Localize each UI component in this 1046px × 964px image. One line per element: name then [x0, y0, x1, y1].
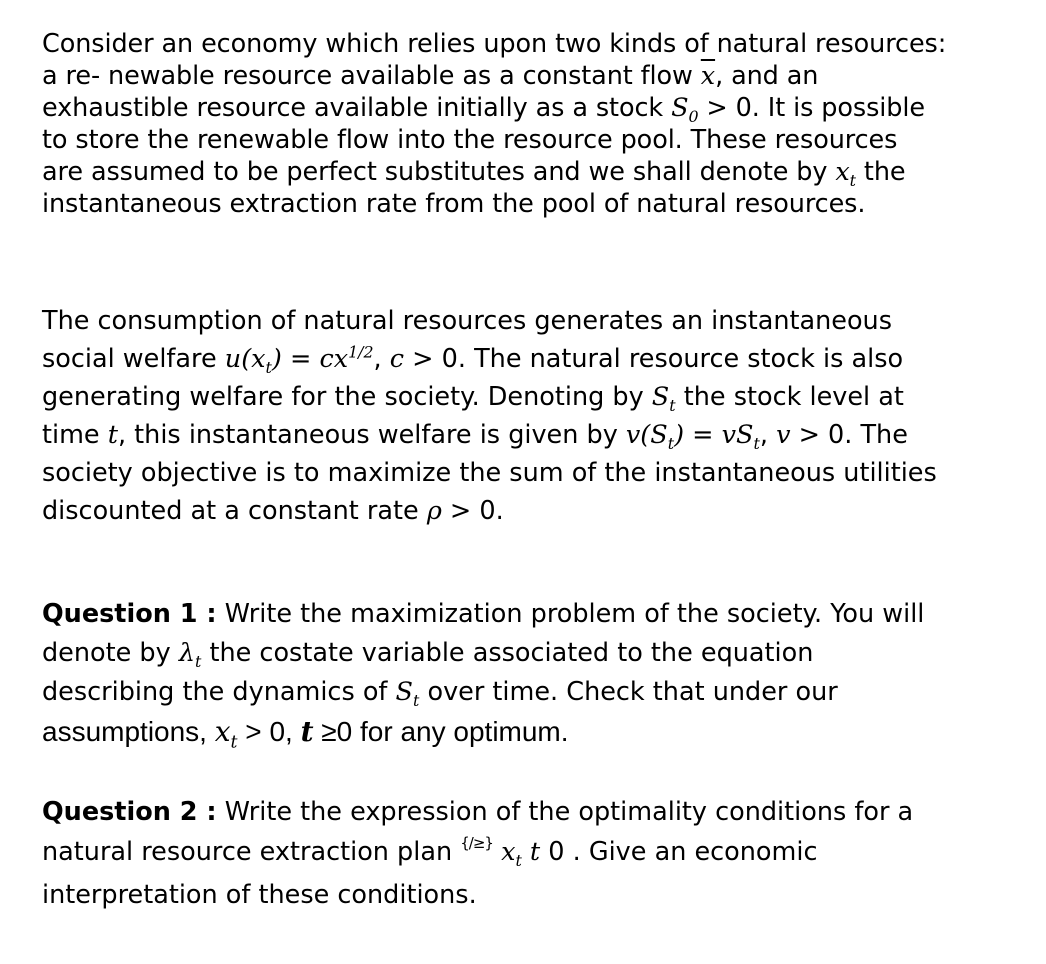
welfare-line-5: society objective is to maximize the sum of the instantaneous utilities [42, 458, 937, 488]
extraction-rate-symbol: $x_t$ [835, 157, 856, 191]
welfare-line-1: The consumption of natural resources generates an instantaneous [42, 306, 893, 336]
question-1 [42, 595, 960, 751]
intro-line-5: are assumed to be perfect substitutes and we shall denote by $x_t$ the [42, 157, 906, 191]
question-2-line-1: Question 2 : Write the expression of the optimality conditions for a [42, 797, 914, 827]
question-2-label: Question 2 : [42, 797, 217, 827]
stock-level-symbol: $S_t$ [651, 382, 676, 416]
question-1-line-2: denote by $\lambda_t$ the costate variable associated to the equation [42, 638, 814, 672]
intro-line-1: Consider an economy which relies upon two kinds of natural resources: [42, 29, 947, 59]
intro-line-2: a re- newable resource available as a constant flow $\overline{x}$, and an [42, 61, 819, 91]
question-2-line-3: interpretation of these conditions. [42, 880, 477, 910]
welfare-line-3: generating welfare for the society. Denoting by $S_t$ the stock level at [42, 382, 904, 416]
renewable-flow-symbol: $\overline{x}$ [700, 61, 716, 91]
question-1-label: Question 1 : [42, 599, 217, 629]
intro-line-3: exhaustible resource available initially as a stock $S_0 > 0$. It is possible [42, 93, 925, 127]
question-1-line-4: assumptions, $x_t > 0$, t ≥0 for any optimum. [42, 715, 569, 753]
stock-symbol-q1: $S_t$ [395, 677, 420, 711]
extraction-symbol-q1: $x_t$ [214, 715, 238, 753]
extraction-plan-symbol: $x_t$ [501, 837, 522, 871]
welfare-line-6: discounted at a constant rate ρ > 0. [42, 496, 504, 526]
question-2 [42, 792, 960, 915]
stock-welfare-function: $v(S_t)$ [625, 420, 685, 454]
intro-line-4: to store the renewable flow into the resource pool. These resources [42, 125, 898, 155]
intro-line-6: instantaneous extraction rate from the pool of natural resources. [42, 189, 866, 219]
utility-expression: $cx^{1/2}$ [319, 342, 374, 374]
question-2-line-2: natural resource extraction plan {/≥} $x_t$ t 0 . Give an economic [42, 834, 818, 871]
intro-paragraph [42, 28, 960, 220]
welfare-paragraph [42, 302, 960, 530]
costate-symbol: $\lambda_t$ [178, 638, 202, 672]
question-1-line-1: Question 1 : Write the maximization problem of the society. You will [42, 599, 925, 629]
garbled-formula-mark: {/≥} [460, 834, 493, 852]
initial-stock-symbol: $S_0$ [671, 93, 699, 127]
utility-function: $u(x_t)$ [224, 344, 282, 378]
stock-welfare-expression: $vS_t$ [721, 420, 760, 454]
welfare-line-4: time t, this instantaneous welfare is given by $v(S_t) = vS_t$, v > 0. The [42, 420, 908, 454]
welfare-line-2: social welfare $u(x_t) = cx^{1/2}$, c > 0. The natural resource stock is also [42, 342, 904, 378]
question-1-line-3: describing the dynamics of $S_t$ over time. Check that under our [42, 677, 838, 711]
discount-rate-symbol: ρ [426, 496, 442, 526]
